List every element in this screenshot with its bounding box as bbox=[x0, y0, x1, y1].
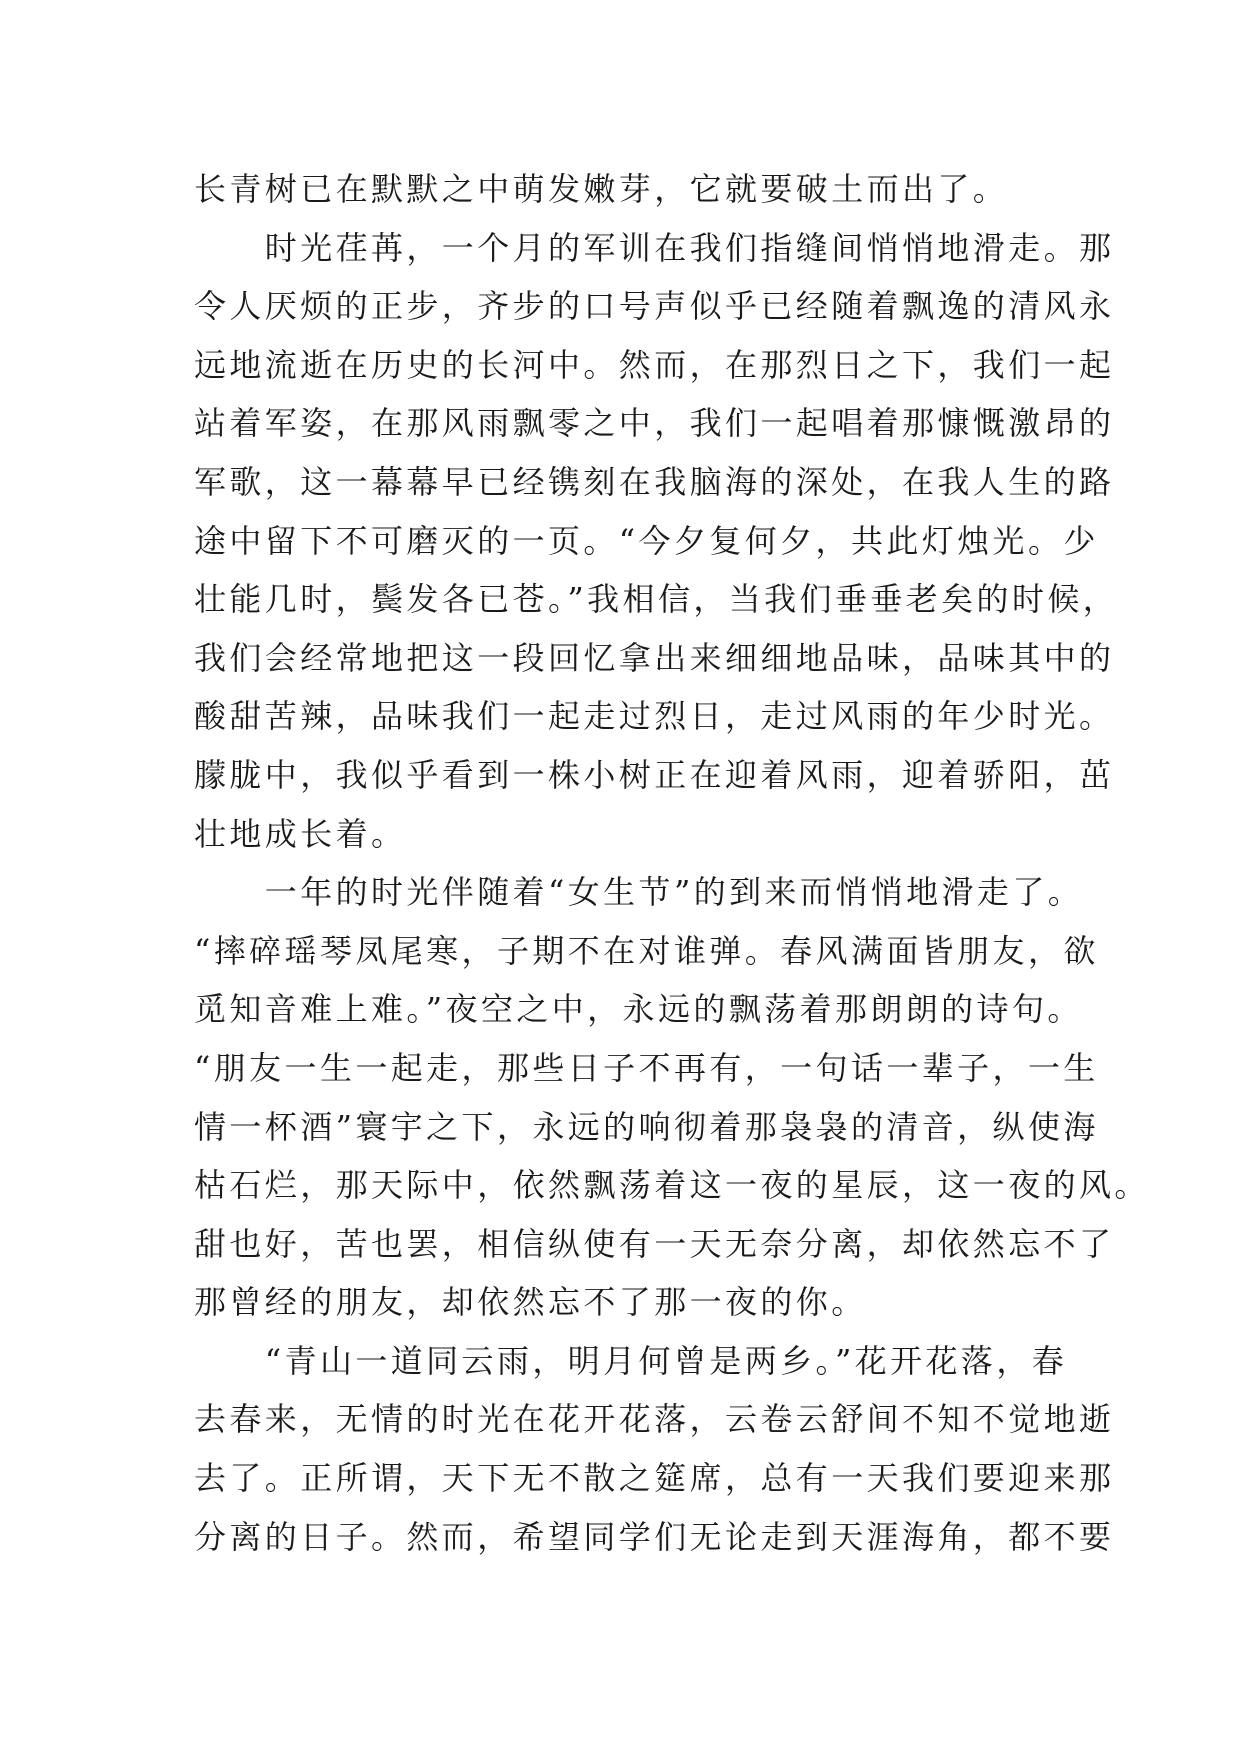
text-line: “摔碎瑶琴凤尾寒，子期不在对谁弹。春风满面皆朋友，欲 bbox=[194, 931, 1099, 970]
text-line: 长青树已在默默之中萌发嫩芽，它就要破土而出了。 bbox=[194, 170, 1009, 208]
text-line: 朦胧中，我似乎看到一株小树正在迎着风雨，迎着骄阳，茁 bbox=[194, 755, 1115, 794]
text-line: 壮地成长着。 bbox=[194, 814, 407, 853]
text-line: 觅知音难上难。”夜空之中，永远的飘荡着那朗朗的诗句。 bbox=[194, 990, 1083, 1029]
text-line: 站着军姿，在那风雨飘零之中，我们一起唱着那慷慨激昂的 bbox=[194, 404, 1115, 443]
text-line: 途中留下不可磨灭的一页。“今夕复何夕，共此灯烛光。少 bbox=[194, 521, 1099, 560]
text-line: 情一杯酒”寰宇之下，永远的响彻着那袅袅的清音，纵使海 bbox=[194, 1107, 1099, 1146]
text-line: 那曾经的朋友，却依然忘不了那一夜的你。 bbox=[194, 1283, 867, 1322]
text-line: 酸甜苦辣，品味我们一起走过烈日，走过风雨的年少时光。 bbox=[194, 697, 1115, 736]
text-line: 壮能几时，鬓发各已苍。”我相信，当我们垂垂老矣的时候， bbox=[194, 580, 1119, 619]
text-line: 军歌，这一幕幕早已经镌刻在我脑海的深处，在我人生的路 bbox=[194, 462, 1115, 501]
text-line: 去春来，无情的时光在花开花落，云卷云舒间不知不觉地逝 bbox=[194, 1400, 1115, 1439]
text-line: 去了。正所谓，天下无不散之筵席，总有一天我们要迎来那 bbox=[194, 1459, 1115, 1498]
body-text bbox=[194, 160, 1150, 1566]
text-line: 远地流逝在历史的长河中。然而，在那烈日之下，我们一起 bbox=[194, 345, 1115, 384]
text-line: 令人厌烦的正步，齐步的口号声似乎已经随着飘逸的清风永 bbox=[194, 287, 1115, 326]
text-line: 枯石烂，那天际中，依然飘荡着这一夜的星辰，这一夜的风。 bbox=[194, 1166, 1150, 1205]
text-line: 我们会经常地把这一段回忆拿出来细细地品味，品味其中的 bbox=[194, 638, 1115, 677]
text-line: 甜也好，苦也罢，相信纵使有一天无奈分离，却依然忘不了 bbox=[194, 1224, 1115, 1263]
text-line: 分离的日子。然而，希望同学们无论走到天涯海角，都不要 bbox=[194, 1517, 1115, 1556]
text-line: 一年的时光伴随着“女生节”的到来而悄悄地滑走了。 bbox=[194, 873, 1084, 912]
text-line: “青山一道同云雨，明月何曾是两乡。”花开花落，春 bbox=[194, 1341, 1068, 1380]
text-line: 时光荏苒，一个月的军训在我们指缝间悄悄地滑走。那 bbox=[194, 228, 1115, 267]
text-line: “朋友一生一起走，那些日子不再有，一句话一辈子，一生 bbox=[194, 1048, 1099, 1087]
